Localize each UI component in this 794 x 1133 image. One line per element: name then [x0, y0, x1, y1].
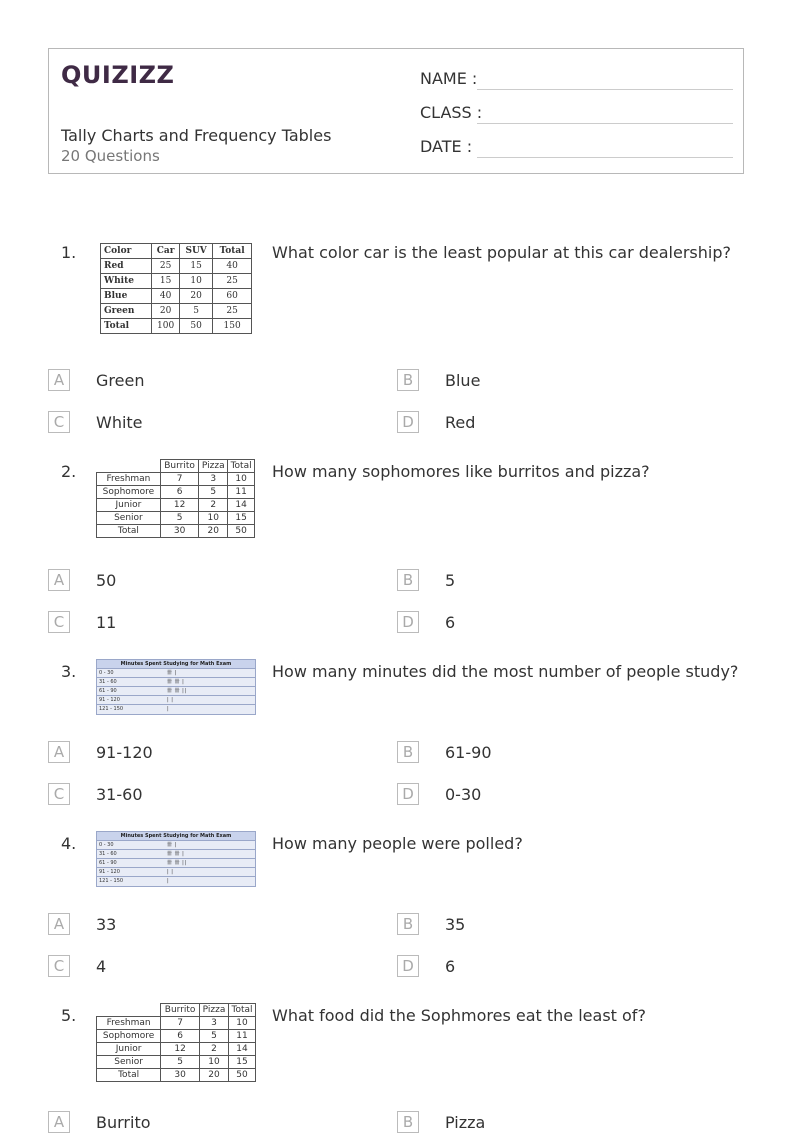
table-cell: Burrito — [160, 460, 199, 473]
lunch-preference-table — [96, 459, 255, 538]
table-cell: 3 — [199, 1017, 228, 1030]
option-a-text[interactable]: 91-120 — [96, 743, 153, 762]
table-cell: 30 — [160, 525, 199, 538]
name-line[interactable] — [477, 89, 733, 90]
option-d-box[interactable]: D — [397, 611, 419, 633]
table-cell: 5 — [199, 486, 228, 499]
table-cell: 20 — [180, 289, 213, 304]
option-a-text[interactable]: Burrito — [96, 1113, 151, 1132]
table-cell: Color — [101, 244, 152, 259]
table-cell: 10 — [199, 1056, 228, 1069]
table-cell: 7 — [160, 473, 199, 486]
table-cell: 5 — [180, 304, 213, 319]
option-d-box[interactable]: D — [397, 411, 419, 433]
tally-row — [97, 858, 255, 867]
table-cell: 60 — [213, 289, 252, 304]
table-cell: Total — [213, 244, 252, 259]
option-a-text[interactable]: 33 — [96, 915, 117, 934]
table-cell: 50 — [229, 1069, 256, 1082]
option-c-box[interactable]: C — [48, 411, 70, 433]
table-cell: 2 — [199, 1043, 228, 1056]
table-cell: Sophomore — [97, 1030, 161, 1043]
table-cell: 5 — [161, 1056, 200, 1069]
option-a-box[interactable]: A — [48, 913, 70, 935]
table-cell: 11 — [229, 1030, 256, 1043]
option-c-box[interactable]: C — [48, 783, 70, 805]
tally-marks: 卌 卌 | — [167, 851, 185, 857]
table-cell: Sophomore — [97, 486, 161, 499]
class-label: CLASS : — [420, 103, 483, 122]
lunch-preference-table — [96, 1003, 256, 1082]
tally-label: 0 - 30 — [99, 842, 114, 848]
option-b-text[interactable]: 61-90 — [445, 743, 492, 762]
table-cell: 2 — [199, 499, 228, 512]
option-d-text[interactable]: Red — [445, 413, 476, 432]
tally-marks: | | — [167, 869, 174, 875]
tally-label: 91 - 120 — [99, 697, 120, 703]
study-tally-chart — [96, 831, 256, 887]
option-d-text[interactable]: 6 — [445, 613, 456, 632]
tally-marks: 卌 | — [167, 670, 177, 676]
tally-row — [97, 668, 255, 677]
question-text: How many people were polled? — [272, 834, 523, 853]
table-cell: Blue — [101, 289, 152, 304]
tally-marks: | | — [167, 697, 174, 703]
option-c-box[interactable]: C — [48, 955, 70, 977]
option-b-box[interactable]: B — [397, 913, 419, 935]
option-c-text[interactable]: 11 — [96, 613, 117, 632]
table-cell: Senior — [97, 1056, 161, 1069]
option-d-text[interactable]: 0-30 — [445, 785, 482, 804]
tally-label: 0 - 30 — [99, 670, 114, 676]
table-cell: 14 — [228, 499, 255, 512]
table-cell: Pizza — [199, 1004, 228, 1017]
option-c-text[interactable]: 4 — [96, 957, 107, 976]
table-cell: 6 — [161, 1030, 200, 1043]
option-c-text[interactable]: 31-60 — [96, 785, 143, 804]
class-line[interactable] — [477, 123, 733, 124]
table-cell: 10 — [228, 473, 255, 486]
table-cell: 50 — [180, 319, 213, 334]
tally-marks: 卌 卌 || — [167, 860, 187, 866]
question-number: 5. — [61, 1006, 77, 1025]
option-a-box[interactable]: A — [48, 741, 70, 763]
option-c-box[interactable]: C — [48, 611, 70, 633]
table-cell: White — [101, 274, 152, 289]
tally-marks: | — [167, 878, 170, 884]
car-dealership-table — [100, 243, 252, 334]
table-cell: Car — [152, 244, 180, 259]
table-cell: 25 — [213, 304, 252, 319]
tally-row — [97, 686, 255, 695]
option-b-text[interactable]: 5 — [445, 571, 456, 590]
table-cell: 40 — [213, 259, 252, 274]
tally-marks: 卌 卌 | — [167, 679, 185, 685]
table-cell: 25 — [152, 259, 180, 274]
table-cell: Junior — [97, 499, 161, 512]
table-cell: 5 — [160, 512, 199, 525]
table-cell: Pizza — [199, 460, 228, 473]
option-b-text[interactable]: Pizza — [445, 1113, 486, 1132]
table-cell: 14 — [229, 1043, 256, 1056]
question-number: 3. — [61, 662, 77, 681]
option-b-text[interactable]: 35 — [445, 915, 466, 934]
table-cell — [97, 1004, 161, 1017]
tally-marks: 卌 卌 || — [167, 688, 187, 694]
tally-row — [97, 867, 255, 876]
option-b-box[interactable]: B — [397, 569, 419, 591]
table-cell: Total — [228, 460, 255, 473]
worksheet-title: Tally Charts and Frequency Tables — [61, 126, 332, 145]
table-cell: 5 — [199, 1030, 228, 1043]
table-cell: 30 — [161, 1069, 200, 1082]
table-cell: 10 — [229, 1017, 256, 1030]
date-label: DATE : — [420, 137, 473, 156]
table-cell: 10 — [180, 274, 213, 289]
table-cell: 15 — [228, 512, 255, 525]
table-cell: Senior — [97, 512, 161, 525]
table-cell: Burrito — [161, 1004, 200, 1017]
tally-row — [97, 849, 255, 858]
worksheet-header — [48, 48, 744, 174]
table-cell: 7 — [161, 1017, 200, 1030]
table-cell: 25 — [213, 274, 252, 289]
tally-marks: 卌 | — [167, 842, 177, 848]
option-a-box[interactable]: A — [48, 369, 70, 391]
question-text: What color car is the least popular at this car dealership? — [272, 243, 731, 262]
tally-label: 121 - 150 — [99, 878, 124, 884]
table-cell — [97, 460, 161, 473]
tally-row — [97, 677, 255, 686]
table-cell: 15 — [229, 1056, 256, 1069]
tally-label: 31 - 60 — [99, 679, 117, 685]
table-cell: 20 — [152, 304, 180, 319]
question-number: 2. — [61, 462, 77, 481]
tally-row — [97, 704, 255, 713]
table-cell: Red — [101, 259, 152, 274]
option-d-text[interactable]: 6 — [445, 957, 456, 976]
table-cell: 50 — [228, 525, 255, 538]
question-text: What food did the Sophmores eat the least of? — [272, 1006, 646, 1025]
tally-row — [97, 840, 255, 849]
tally-title: Minutes Spent Studying for Math Exam — [97, 660, 255, 668]
option-a-text[interactable]: 50 — [96, 571, 117, 590]
table-cell: 150 — [213, 319, 252, 334]
table-cell: Total — [97, 525, 161, 538]
table-cell: 3 — [199, 473, 228, 486]
table-cell: SUV — [180, 244, 213, 259]
table-cell: 10 — [199, 512, 228, 525]
option-d-box[interactable]: D — [397, 955, 419, 977]
table-cell: 11 — [228, 486, 255, 499]
option-b-box[interactable]: B — [397, 369, 419, 391]
date-line[interactable] — [477, 157, 733, 158]
table-cell: 40 — [152, 289, 180, 304]
table-cell: 20 — [199, 1069, 228, 1082]
question-number: 1. — [61, 243, 77, 262]
name-label: NAME : — [420, 69, 478, 88]
tally-row — [97, 695, 255, 704]
tally-row — [97, 876, 255, 885]
question-number: 4. — [61, 834, 77, 853]
tally-label: 91 - 120 — [99, 869, 120, 875]
table-cell: Total — [229, 1004, 256, 1017]
tally-title: Minutes Spent Studying for Math Exam — [97, 832, 255, 840]
study-tally-chart — [96, 659, 256, 715]
table-cell: Freshman — [97, 473, 161, 486]
tally-label: 61 - 90 — [99, 688, 117, 694]
table-cell: Green — [101, 304, 152, 319]
quizizz-logo: QUIZIZZ — [61, 61, 175, 89]
option-a-text[interactable]: Green — [96, 371, 145, 390]
table-cell: Junior — [97, 1043, 161, 1056]
tally-marks: | — [167, 706, 170, 712]
option-a-box[interactable]: A — [48, 1111, 70, 1133]
tally-label: 61 - 90 — [99, 860, 117, 866]
table-cell: 12 — [160, 499, 199, 512]
table-cell: Total — [97, 1069, 161, 1082]
tally-label: 31 - 60 — [99, 851, 117, 857]
table-cell: 20 — [199, 525, 228, 538]
table-cell: 12 — [161, 1043, 200, 1056]
table-cell: 100 — [152, 319, 180, 334]
option-b-box[interactable]: B — [397, 741, 419, 763]
table-cell: Freshman — [97, 1017, 161, 1030]
table-cell: 15 — [180, 259, 213, 274]
table-cell: 15 — [152, 274, 180, 289]
question-text: How many minutes did the most number of people study? — [272, 662, 739, 681]
option-d-box[interactable]: D — [397, 783, 419, 805]
question-text: How many sophomores like burritos and pizza? — [272, 462, 650, 481]
option-c-text[interactable]: White — [96, 413, 143, 432]
tally-label: 121 - 150 — [99, 706, 124, 712]
table-cell: 6 — [160, 486, 199, 499]
table-cell: Total — [101, 319, 152, 334]
option-b-box[interactable]: B — [397, 1111, 419, 1133]
question-count: 20 Questions — [61, 147, 160, 165]
option-b-text[interactable]: Blue — [445, 371, 481, 390]
option-a-box[interactable]: A — [48, 569, 70, 591]
